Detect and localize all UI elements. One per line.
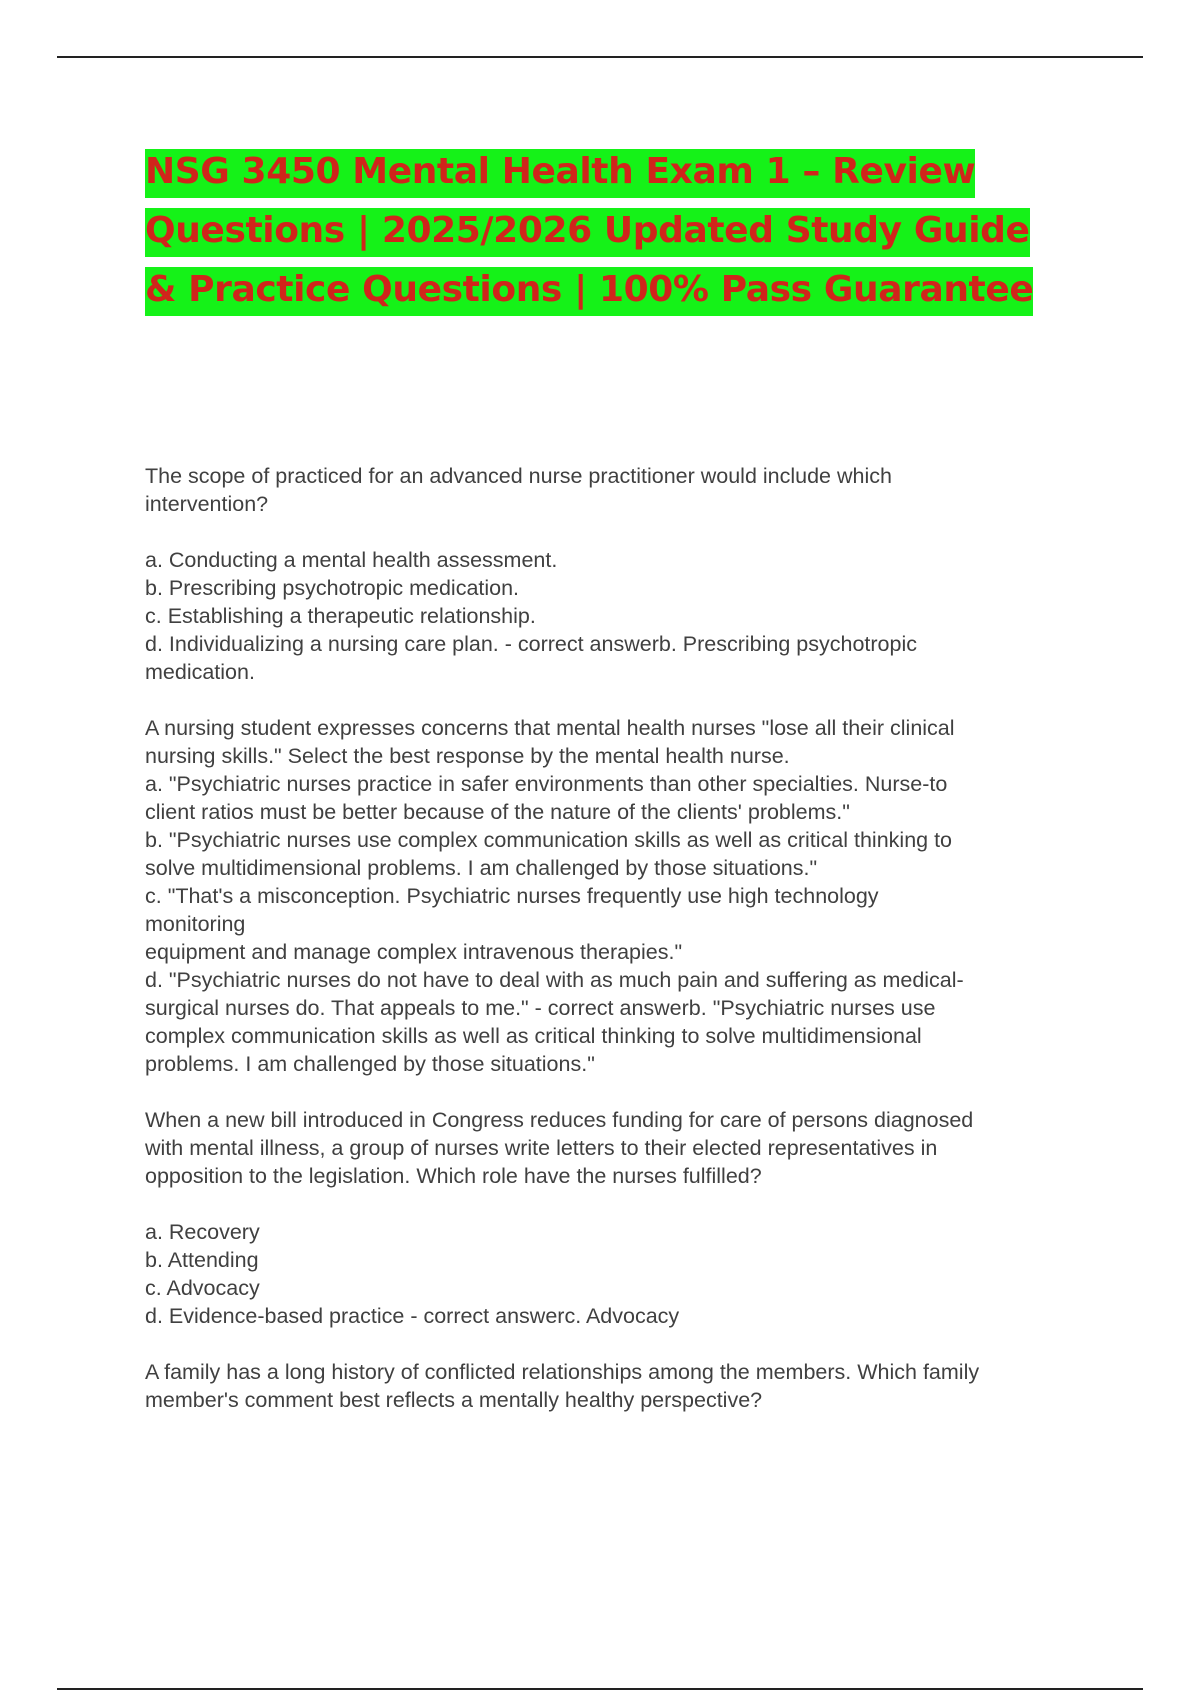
question-3-options: a. Recovery b. Attending c. Advocacy d. Evidence-based practice - correct answerc. Advocacy bbox=[145, 1220, 680, 1328]
footer-rule bbox=[57, 1688, 1143, 1690]
document-body bbox=[145, 462, 1105, 1414]
question-2-text: A nursing student expresses concerns that mental health nurses "lose all their clinical nursing skills." Select the best response by the mental health nurse. a. "Psychiatric nurses practice in safer environments than other specialties. Nurse-to client ratios must be better because of the nature of the clients' problems." b. "Psychiatric nurses use complex communication skills as well as critical thinking to solve multidimensional problems. I am challenged by those situations." c. "That's a misconception. Psychiatric nurses frequently use high technology monitoring equipment and manage complex intravenous therapies." d. "Psychiatric nurses do not have to deal with as much pain and suffering as medical- surgical nurses do. That appeals to me." - correct answerb. "Psychiatric nurses use complex communication skills as well as critical thinking to solve multidimensional problems. I am challenged by those situations." bbox=[145, 716, 964, 1076]
title-line-3: & Practice Questions | 100% Pass Guarantee bbox=[145, 267, 1033, 316]
question-1-options: a. Conducting a mental health assessment. b. Prescribing psychotropic medication. c. Establishing a therapeutic relationship. d. Individualizing a nursing care plan. - correct answerb. Prescribing psychotropic medication. bbox=[145, 548, 917, 684]
title-line-2: Questions | 2025/2026 Updated Study Guide bbox=[145, 208, 1030, 257]
question-1-stem: The scope of practiced for an advanced nurse practitioner would include which intervention? bbox=[145, 464, 892, 516]
document-title bbox=[145, 142, 1125, 319]
question-4-stem: A family has a long history of conflicted relationships among the members. Which family member's comment best reflects a mentally healthy perspective? bbox=[145, 1360, 980, 1412]
title-line-1: NSG 3450 Mental Health Exam 1 – Review bbox=[145, 149, 975, 198]
question-3-stem: When a new bill introduced in Congress reduces funding for care of persons diagnosed with mental illness, a group of nurses write letters to their elected representatives in opposition to the legislation. Which role have the nurses fulfilled? bbox=[145, 1108, 974, 1188]
header-rule bbox=[57, 56, 1143, 58]
